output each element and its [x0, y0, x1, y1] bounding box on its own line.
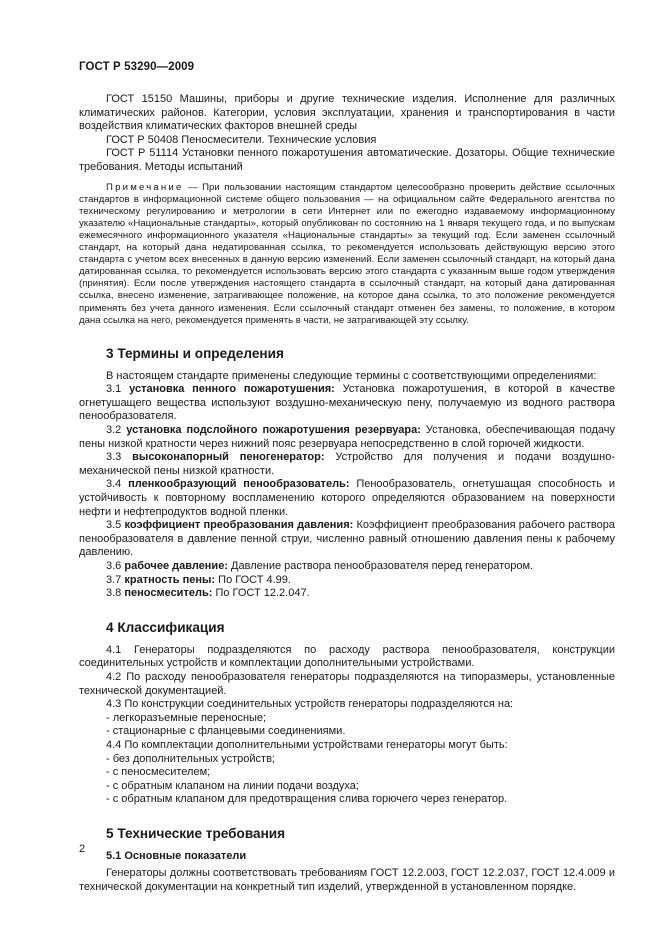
term-definition: Коэффициент преобразования рабочего раствора пенообразователя в давление пенной струи, численно равный отношению давления пены к рабочему давлению.	[79, 519, 616, 559]
subsection-title-main-indicators: 5.1 Основные показатели	[106, 849, 247, 862]
term-item	[79, 478, 615, 519]
term-name: пленкообразующий пенообразователь:	[128, 478, 350, 491]
classification-item: 4.3 По конструкции соединительных устройств генераторы подразделяются на:	[106, 698, 514, 711]
section-title-technical-requirements: 5 Технические требования	[106, 825, 286, 841]
reference-gost-r-50408: ГОСТ Р 50408 Пеносмесители. Технические условия	[106, 133, 377, 146]
term-number: 3.3	[106, 451, 122, 464]
term-number: 3.5	[106, 519, 122, 532]
reference-gost-r-51114: ГОСТ Р 51114 Установки пенного пожаротушения автоматические. Дозаторы. Общие технические требования. Методы испытаний	[79, 147, 615, 173]
classification-item: 4.4 По комплектации дополнительными устройствами генераторы могут быть:	[106, 738, 508, 751]
term-item	[79, 383, 615, 424]
classification-list-item: - без дополнительных устройств;	[106, 752, 275, 765]
classification-list-item: - стационарные с фланцевыми соединениями.	[106, 725, 346, 738]
term-name: рабочее давление:	[124, 560, 228, 572]
term-name: установка пенного пожаротушения:	[129, 383, 335, 396]
term-item	[79, 519, 615, 560]
classification-list-item: - с пеносмесителем;	[106, 766, 211, 779]
page-number: 2	[79, 843, 86, 855]
term-number: 3.6	[106, 560, 122, 572]
note-paragraph	[79, 182, 615, 327]
note-dash: —	[183, 181, 203, 193]
terms-intro: В настоящем стандарте применены следующие термины с соответствующими определениями:	[106, 369, 597, 382]
term-item	[79, 574, 615, 588]
term-name: установка подслойного пожаротушения резервуара:	[126, 424, 421, 437]
page-content	[79, 93, 615, 894]
term-definition: Установка пожаротушения, в которой в качестве огнетушащего вещества используют воздушно-механическую пену, получаемую из водного раствора пенообразователя.	[79, 383, 615, 423]
note-label: Примечание	[106, 181, 184, 193]
term-definition: Установка, обеспечивающая подачу пены низкой кратности через нижний пояс резервуара непосредственно в слой горючей жидкости.	[79, 424, 615, 450]
term-name: пеносмеситель:	[124, 587, 213, 600]
term-item	[79, 451, 615, 478]
classification-item: 4.2 По расходу пенообразователя генераторы подразделяются на типоразмеры, установленные технической документацией.	[79, 670, 615, 697]
section-title-terms: 3 Термины и определения	[106, 345, 284, 361]
section-title-classification: 4 Классификация	[106, 619, 225, 635]
term-definition: Пенообразователь, огнетушащая способность и устойчивость к повторному воспламенению которого определяются образованием на поверхности нефти и нефтепродуктов водной пленки.	[79, 478, 615, 518]
term-number: 3.1	[106, 383, 122, 396]
term-name: высоконапорный пеногенератор:	[132, 451, 325, 464]
classification-list-item: - с обратным клапаном для предотвращения слива горючего через генератор.	[106, 793, 508, 806]
term-number: 3.2	[106, 424, 122, 437]
term-definition: По ГОСТ 12.2.047.	[215, 587, 310, 600]
term-number: 3.7	[106, 573, 122, 586]
term-name: кратность пены:	[124, 573, 216, 586]
term-definition: Давление раствора пенообразователя перед генератором.	[231, 560, 534, 572]
term-item	[79, 424, 615, 451]
term-item	[79, 560, 615, 574]
classification-item: 4.1 Генераторы подразделяются по расходу раствора пенообразователя, конструкции соединительных устройств и комплектации дополнительными устройствами.	[79, 643, 615, 670]
term-definition: По ГОСТ 4.99.	[218, 573, 291, 586]
reference-gost-15150: ГОСТ 15150 Машины, приборы и другие технические изделия. Исполнение для различных климатических районов. Категории, условия эксплуатации, хранения и транспортирования в части воздействия климатических факторов внешней среды	[79, 93, 615, 133]
standard-code-header: ГОСТ Р 53290—2009	[79, 61, 195, 73]
classification-list-item: - легкоразъемные переносные;	[106, 711, 267, 724]
technical-requirements-text: Генераторы должны соответствовать требованиям ГОСТ 12.2.003, ГОСТ 12.2.037, ГОСТ 12.4.009 и технической документации на конкретный тип изделий, утвержденной в установленном порядке.	[79, 866, 615, 893]
term-number: 3.8	[106, 587, 122, 600]
term-definition: Устройство для получения и подачи воздушно-механической пены низкой кратности.	[79, 451, 615, 477]
classification-list-item: - с обратным клапаном на линии подачи воздуха;	[106, 779, 359, 792]
term-item	[79, 587, 615, 601]
term-number: 3.4	[106, 478, 122, 491]
term-name: коэффициент преобразования давления:	[124, 519, 354, 532]
note-text: При пользовании настоящим стандартом целесообразно проверить действие ссылочных стандартов в информационной системе общего пользования — на официальном сайте Федерального агентства по техническому регулированию и метрологии в сети Интернет или по ежегодно издаваемому информационному указателю «Национальные стандарты», который опубликован по состоянию на 1 января текущего года, и по выпускам ежемесячного информационного указателя «Национальные стандарты» за текущий год. Если заменен ссылочный стандарт, на который дана недатированная ссылка, то рекомендуется использовать действующую версию этого стандарта с учетом всех внесенных в данную версию изменений. Если заменен ссылочный стандарт, на который дана датированная ссылка, то рекомендуется использовать версию этого стандарта с указанным выше годом утверждения (принятия). Если после утверждения настоящего стандарта в ссылочный стандарт, на который дана датированная ссылка, внесено изменение, затрагивающее положение, на которое дана ссылка, то это положение рекомендуется применять без учета данного изменения. Если ссылочный стандарт отменен без замены, то положение, в котором дана ссылка на него, рекомендуется применять в части, не затрагивающей эту ссылку.	[79, 181, 615, 326]
